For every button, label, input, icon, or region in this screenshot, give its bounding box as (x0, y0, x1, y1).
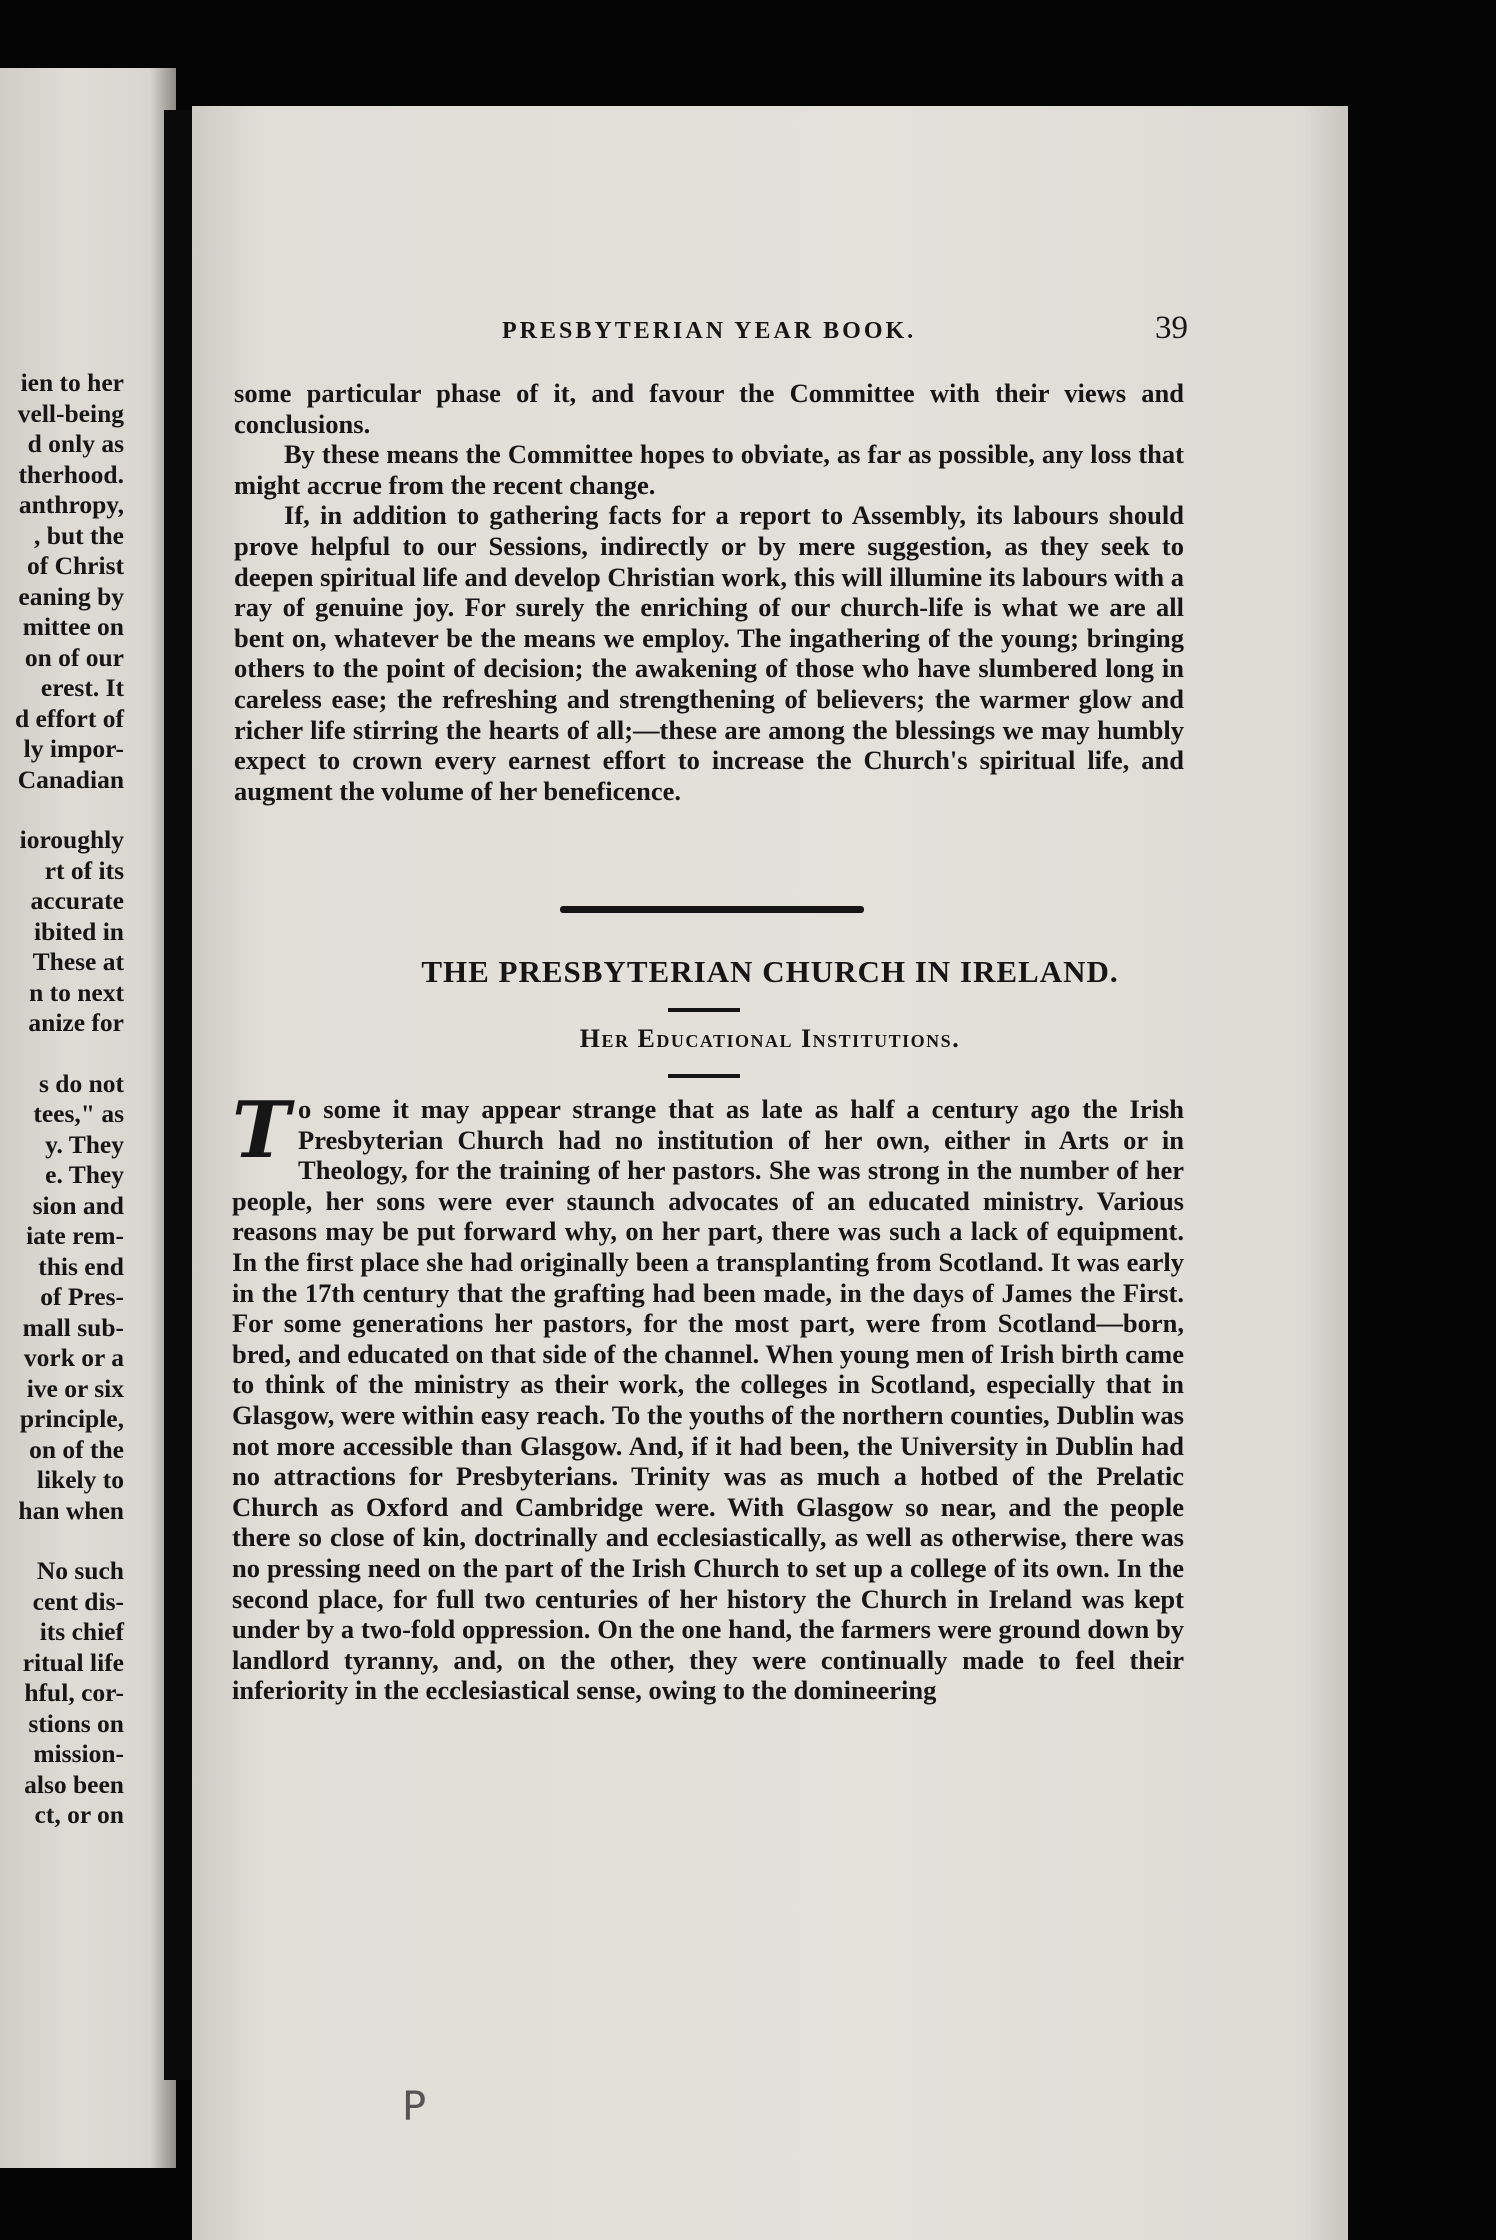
facing-page-line: principle, (19, 1404, 124, 1433)
facing-page-line: therhood. (18, 459, 124, 489)
facing-page-line: this end (38, 1251, 124, 1281)
facing-page-line: of Christ (26, 551, 124, 580)
facing-page-line: sion and (32, 1190, 124, 1220)
facing-page-line: stions on (28, 1708, 124, 1738)
paragraph-gap (0, 1526, 124, 1556)
facing-page-line: also been (24, 1769, 124, 1799)
facing-page-line: of Pres- (40, 1282, 124, 1311)
facing-page-line: han when (18, 1495, 124, 1525)
section-heading: THE PRESBYTERIAN CHURCH IN IRELAND. (421, 954, 1119, 989)
facing-page-line: anize for (28, 1008, 124, 1037)
facing-page-line: ien to her (20, 368, 124, 397)
facing-page-line: vell-being (17, 398, 124, 428)
facing-page-line: No such (36, 1556, 124, 1585)
running-title: PRESBYTERIAN YEAR BOOK. (502, 318, 917, 344)
facing-page-line: n to next (29, 977, 124, 1007)
facing-page-line: anthropy, (18, 490, 124, 519)
facing-page-line: iate rem- (26, 1221, 124, 1250)
facing-page-line: s do not (38, 1068, 124, 1098)
facing-page-line: mall sub- (22, 1312, 124, 1342)
facing-page-line: erest. It (40, 673, 124, 702)
facing-page-line: hful, cor- (24, 1678, 124, 1707)
facing-page-line: mission- (33, 1739, 124, 1768)
paragraph: If, in addition to gathering facts for a report to Assembly, its labours should prove helpful to our Sessions, indirectly or by mere suggestion, as they seek to deepen spiritual life and develop Christian work, this will illumine its labours with a ray of genuine joy. For surely the enriching of our church-life is what we are all bent on, whatever be the means we employ. The ingathering of the young; bringing others to the point of decision; the awakening of those who have slumbered long in careless ease; the refreshing and strengthening of believers; the warmer glow and richer life stirring the hearts of all;—these are among the blessings we may humbly expect to crown every earnest effort to increase the Church's spiritual life, and augment the volume of her beneficence. (234, 500, 1184, 806)
drop-cap: T (232, 1085, 291, 1176)
heading-rule (668, 1008, 740, 1012)
facing-page-line: rt of its (44, 855, 124, 885)
running-head (192, 310, 1348, 356)
paragraph-gap (0, 795, 124, 825)
facing-page-line: accurate (30, 886, 124, 915)
article-body (232, 1085, 1184, 1706)
facing-page-line: These at (32, 947, 124, 976)
facing-page-line: d effort of (14, 703, 124, 733)
facing-page-line: Canadian (17, 764, 124, 794)
heading-rule (668, 1074, 740, 1078)
facing-page-line: ritual life (22, 1647, 124, 1677)
facing-page-line: cent dis- (32, 1586, 124, 1616)
paragraph: By these means the Committee hopes to obviate, as far as possible, any loss that might accrue from the recent change. (234, 439, 1184, 500)
facing-page-line: ibited in (34, 916, 124, 946)
facing-page-line: ct, or on (34, 1800, 124, 1829)
page-number: 39 (1155, 310, 1188, 346)
section-divider (560, 906, 864, 913)
sub-heading: Her Educational Institutions. (579, 1024, 961, 1053)
facing-page-line: y. They (45, 1129, 124, 1159)
facing-page-line: likely to (36, 1465, 124, 1494)
facing-page-line: tees," as (33, 1099, 124, 1128)
facing-page-line: eaning by (18, 581, 124, 611)
facing-page-line: its chief (39, 1617, 124, 1646)
facing-page-line: on of our (24, 642, 124, 672)
facing-page-text (0, 368, 124, 1831)
facing-page-line: ly impor- (23, 734, 124, 763)
facing-page-line: vork or a (23, 1343, 124, 1372)
facing-page (0, 68, 176, 2168)
facing-page-line: ive or six (26, 1373, 124, 1403)
facing-page-line: , but the (34, 520, 124, 550)
paragraph: o some it may appear strange that as late as half a century ago the Irish Presbyterian Church had no institution of her own, either in Arts or in Theology, for the training of her pastors. She was strong in the number of her people, her sons were ever staunch advocates of an educated ministry. Various reasons may be put forward why, on her part, there was such a lack of equipment. In the first place she had originally been a transplanting from Scotland. It was early in the 17th century that the grafting had been made, in the days of James the First. For some generations her pastors, for the most part, were from Scotland—born, bred, and educated on that side of the channel. When young men of Irish birth came to think of the ministry as their work, the colleges in Scotland, especially that in Glasgow, were within easy reach. To the youths of the northern counties, Dublin was not more accessible than Glasgow. And, if it had been, the University in Dublin had no attractions for Presbyterians. Trinity was as much a hotbed of the Prelatic Church as Oxford and Cambridge were. With Glasgow so near, and the people there so close of kin, doctrinally and ecclesiastically, as well as otherwise, there was no pressing need on the part of the Irish Church to set up a college of its own. In the second place, for full two centuries of her history the Church in Ireland was kept under by a two-fold oppression. On the one hand, the farmers were ground down by landlord tyranny, and, on the other, they were continually made to feel their inferiority in the ecclesiastical sense, owing to the domineering (232, 1094, 1184, 1706)
facing-page-line: d only as (27, 429, 124, 458)
pencil-mark: P (402, 2084, 427, 2130)
facing-page-line: ioroughly (19, 825, 124, 854)
facing-page-line: mittee on (22, 612, 124, 641)
continued-text (234, 378, 1184, 806)
paragraph: some particular phase of it, and favour the Committee with their views and conclusions. (234, 378, 1184, 439)
paragraph-gap (0, 1039, 124, 1069)
facing-page-line: e. They (45, 1160, 124, 1189)
facing-page-line: on of the (29, 1434, 124, 1464)
book-page (192, 106, 1348, 2240)
